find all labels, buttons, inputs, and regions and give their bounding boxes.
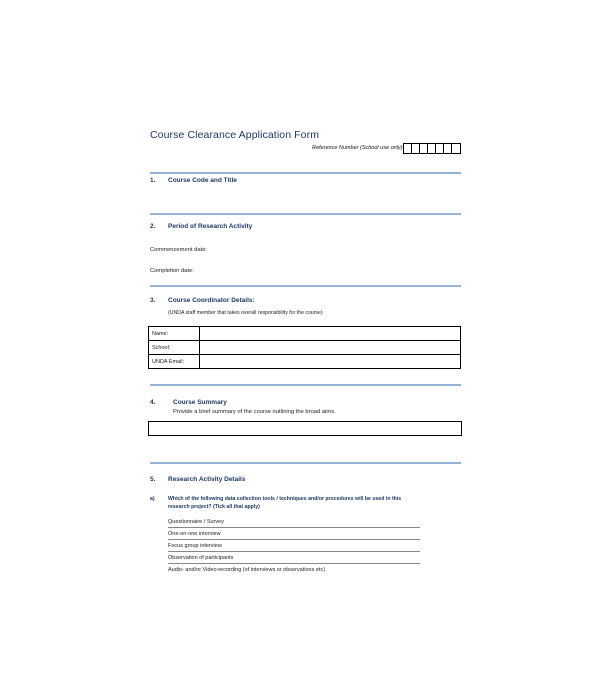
email-field[interactable]: [200, 355, 461, 369]
commencement-date-label: Commencement date:: [150, 247, 208, 253]
reference-digit-box[interactable]: [412, 144, 420, 153]
reference-digit-box[interactable]: [452, 144, 460, 153]
school-field[interactable]: [200, 341, 461, 355]
section-2-title: Period of Research Activity: [168, 223, 253, 230]
summary-note: Provide a brief summary of the course outlining the broad aims.: [173, 409, 336, 415]
coordinator-note: (UNDA staff member that takes overall responsibility for the course): [168, 310, 323, 316]
option-one-on-one-interview[interactable]: One-on-one interview: [168, 527, 420, 540]
section-divider: [150, 462, 461, 464]
section-divider: [150, 172, 461, 174]
question-a-text-2: research project? (Tick all that apply): [168, 504, 260, 510]
section-4-number: 4.: [150, 399, 156, 406]
section-5-title: Research Activity Details: [168, 476, 246, 483]
section-divider: [150, 213, 461, 215]
reference-digit-box[interactable]: [436, 144, 444, 153]
option-observation[interactable]: Observation of participants: [168, 551, 420, 564]
option-focus-group[interactable]: Focus group interview: [168, 539, 420, 552]
reference-digit-box[interactable]: [404, 144, 412, 153]
question-a-text: Which of the following data collection tools / techniques and/or procedures will be used in this: [168, 496, 402, 502]
option-questionnaire[interactable]: Questionnaire / Survey: [168, 515, 420, 528]
question-a-label: a): [150, 496, 155, 502]
section-3-title: Course Coordinator Details:: [168, 297, 255, 304]
section-1-title: Course Code and Title: [168, 177, 237, 184]
reference-digit-box[interactable]: [444, 144, 452, 153]
section-divider: [150, 285, 461, 287]
reference-number-label: Reference Number (School use only): [312, 145, 403, 151]
section-5-number: 5.: [150, 476, 156, 483]
table-row: [149, 341, 461, 355]
section-1-number: 1.: [150, 177, 156, 184]
course-summary-field[interactable]: [148, 421, 462, 436]
name-label: Name:: [149, 327, 200, 341]
form-title: Course Clearance Application Form: [150, 129, 320, 141]
reference-digit-box[interactable]: [420, 144, 428, 153]
table-row: [149, 327, 461, 341]
table-row: [149, 355, 461, 369]
option-audio-video-recording[interactable]: Audio- and/or Video-recording (of interviews or observations etc): [168, 567, 326, 572]
coordinator-details-table: [148, 326, 461, 369]
school-label: School:: [149, 341, 200, 355]
section-2-number: 2.: [150, 223, 156, 230]
email-label: UNDA Email:: [149, 355, 200, 369]
reference-digit-box[interactable]: [428, 144, 436, 153]
completion-date-label: Completion date:: [150, 268, 194, 274]
name-field[interactable]: [200, 327, 461, 341]
reference-number-boxes[interactable]: [403, 143, 461, 154]
section-3-number: 3.: [150, 297, 156, 304]
section-divider: [150, 384, 461, 386]
section-4-title: Course Summary: [173, 399, 227, 406]
